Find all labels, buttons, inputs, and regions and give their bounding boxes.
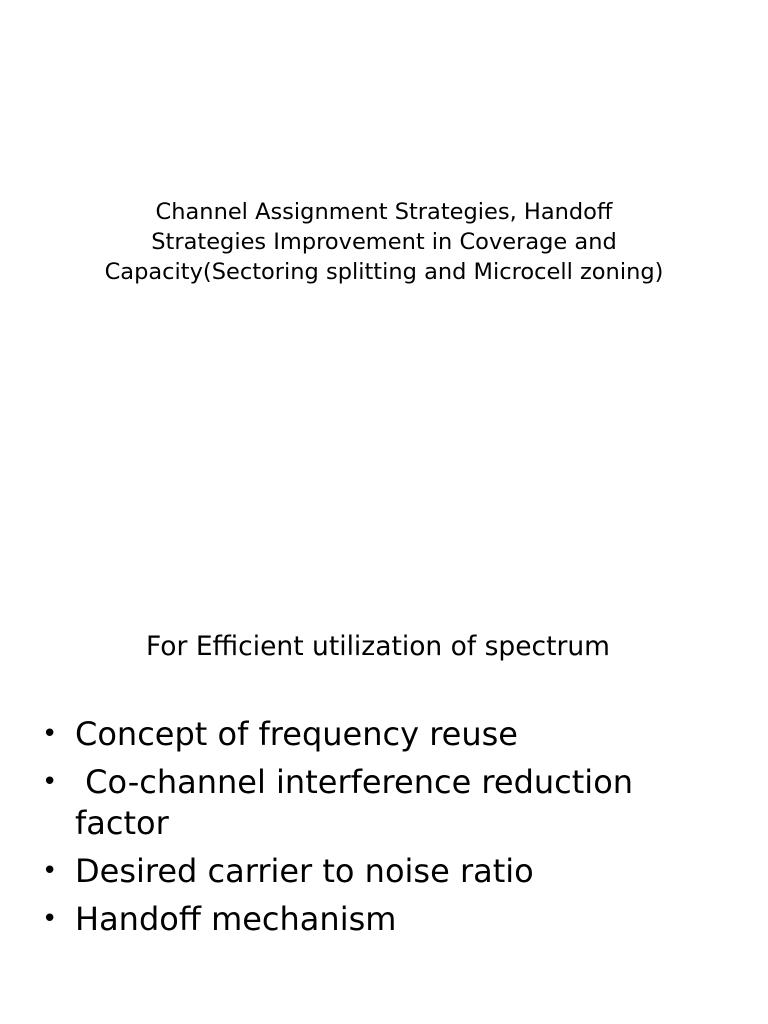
bullet-item bbox=[0, 851, 768, 892]
slide-title-line: Channel Assignment Strategies, Handoff bbox=[155, 199, 613, 225]
bullet-dot-icon: • bbox=[42, 904, 58, 934]
bullet-dot-icon: • bbox=[42, 719, 58, 749]
bullet-text: Co-channel interference reduction bbox=[75, 763, 634, 801]
slide-title-line: Strategies Improvement in Coverage and bbox=[151, 229, 617, 255]
bullet-text: Handoff mechanism bbox=[75, 900, 397, 938]
bullet-text: Concept of frequency reuse bbox=[75, 715, 518, 753]
bullet-item bbox=[0, 714, 768, 755]
slide-title-line: Capacity(Sectoring splitting and Microcell zoning) bbox=[104, 259, 664, 285]
slide-heading: For Efficient utilization of spectrum bbox=[145, 631, 610, 662]
bullet-item bbox=[0, 899, 768, 940]
content-slide bbox=[0, 520, 768, 1024]
bullet-text-continued: factor bbox=[75, 804, 169, 842]
bullet-text: Desired carrier to noise ratio bbox=[75, 852, 534, 890]
bullet-dot-icon: • bbox=[42, 767, 58, 797]
slide-title bbox=[40, 197, 728, 287]
bullet-list bbox=[0, 714, 768, 947]
bullet-dot-icon: • bbox=[42, 856, 58, 886]
bullet-item bbox=[0, 762, 768, 844]
